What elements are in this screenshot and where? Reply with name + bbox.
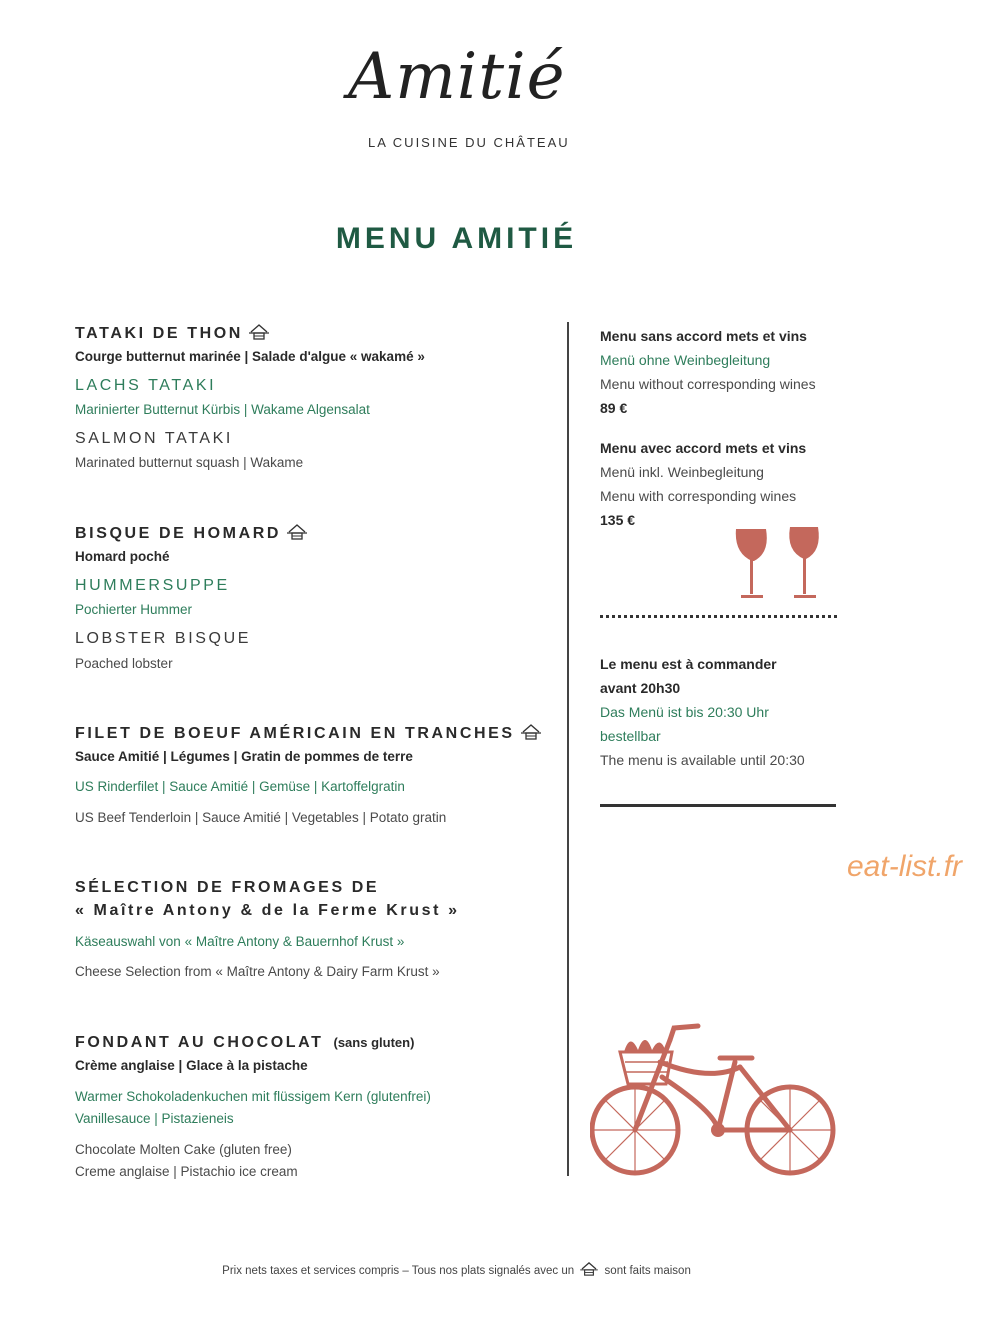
course-2-desc-fr: Homard poché bbox=[75, 549, 170, 564]
wine-glasses-icon bbox=[730, 525, 830, 605]
course-1-desc-fr: Courge butternut marinée | Salade d'algue « wakamé » bbox=[75, 349, 425, 364]
course-1-title-fr bbox=[75, 324, 269, 343]
course-5-desc-en-1: Chocolate Molten Cake (gluten free) bbox=[75, 1142, 292, 1157]
course-3-desc-fr: Sauce Amitié | Légumes | Gratin de pommes de terre bbox=[75, 749, 413, 764]
column-divider bbox=[567, 322, 569, 1176]
price-without-fr: Menu sans accord mets et vins bbox=[600, 328, 807, 344]
course-3-desc-de: US Rinderfilet | Sauce Amitié | Gemüse | Kartoffelgratin bbox=[75, 779, 405, 794]
course-3-title-fr-text: FILET DE BOEUF AMÉRICAIN EN TRANCHES bbox=[75, 725, 515, 742]
house-icon bbox=[249, 324, 269, 340]
solid-divider bbox=[600, 804, 836, 807]
order-note-fr-1: Le menu est à commander bbox=[600, 656, 777, 672]
price-with-fr: Menu avec accord mets et vins bbox=[600, 440, 807, 456]
course-4-desc-en: Cheese Selection from « Maître Antony & Dairy Farm Krust » bbox=[75, 964, 440, 979]
house-icon bbox=[521, 724, 541, 740]
course-5-title-fr-text: FONDANT AU CHOCOLAT bbox=[75, 1034, 324, 1051]
price-with-de: Menü inkl. Weinbegleitung bbox=[600, 464, 764, 480]
course-5-title-fr bbox=[75, 1034, 414, 1052]
price-with-amount: 135 € bbox=[600, 512, 636, 528]
footer bbox=[0, 1262, 913, 1277]
course-2-desc-de: Pochierter Hummer bbox=[75, 602, 193, 617]
price-without-amount: 89 € bbox=[600, 400, 628, 416]
bicycle-icon bbox=[590, 1022, 838, 1180]
order-note-de-2: bestellbar bbox=[600, 728, 661, 744]
course-1-desc-de: Marinierter Butternut Kürbis | Wakame Algensalat bbox=[75, 402, 370, 417]
course-2-title-de: HUMMERSUPPE bbox=[75, 577, 230, 594]
house-icon bbox=[287, 524, 307, 540]
house-icon bbox=[580, 1262, 598, 1276]
course-4-desc-de: Käseauswahl von « Maître Antony & Bauernhof Krust » bbox=[75, 934, 405, 949]
course-4-title-fr-1: SÉLECTION DE FROMAGES DE bbox=[75, 879, 380, 896]
course-1-title-en: SALMON TATAKI bbox=[75, 430, 233, 447]
course-1-title-de: LACHS TATAKI bbox=[75, 377, 217, 394]
logo bbox=[340, 40, 580, 160]
order-note-de-1: Das Menü ist bis 20:30 Uhr bbox=[600, 704, 769, 720]
course-4-title-fr-2: « Maître Antony & de la Ferme Krust » bbox=[75, 902, 460, 919]
course-2-title-en: LOBSTER BISQUE bbox=[75, 630, 251, 647]
course-5-desc-en-2: Creme anglaise | Pistachio ice cream bbox=[75, 1164, 298, 1179]
course-2-desc-en: Poached lobster bbox=[75, 656, 173, 671]
gluten-free-note: (sans gluten) bbox=[333, 1035, 415, 1050]
logo-subtitle: LA CUISINE DU CHÂTEAU bbox=[368, 135, 570, 150]
order-note-en: The menu is available until 20:30 bbox=[600, 752, 805, 768]
price-without-de: Menü ohne Weinbegleitung bbox=[600, 352, 771, 368]
course-2-title-fr-text: BISQUE DE HOMARD bbox=[75, 525, 282, 542]
order-note-fr-2: avant 20h30 bbox=[600, 680, 681, 696]
course-2-title-fr bbox=[75, 524, 307, 543]
course-5-desc-de-1: Warmer Schokoladenkuchen mit flüssigem Kern (glutenfrei) bbox=[75, 1089, 431, 1104]
dotted-divider bbox=[600, 615, 837, 618]
course-1-title-fr-text: TATAKI DE THON bbox=[75, 325, 243, 342]
course-3-desc-en: US Beef Tenderloin | Sauce Amitié | Vegetables | Potato gratin bbox=[75, 810, 447, 825]
course-1-desc-en: Marinated butternut squash | Wakame bbox=[75, 455, 304, 470]
watermark: eat-list.fr bbox=[847, 850, 963, 883]
course-5-desc-fr: Crème anglaise | Glace à la pistache bbox=[75, 1058, 308, 1073]
logo-script: Amitié bbox=[348, 40, 566, 114]
price-without-en: Menu without corresponding wines bbox=[600, 376, 816, 392]
footer-text-after: sont faits maison bbox=[604, 1265, 691, 1277]
course-3-title-fr bbox=[75, 724, 541, 743]
course-5-desc-de-2: Vanillesauce | Pistazieneis bbox=[75, 1111, 234, 1126]
price-with-en: Menu with corresponding wines bbox=[600, 488, 797, 504]
footer-text-before: Prix nets taxes et services compris – Tous nos plats signalés avec un bbox=[222, 1265, 575, 1277]
menu-title: MENU AMITIÉ bbox=[335, 222, 578, 255]
